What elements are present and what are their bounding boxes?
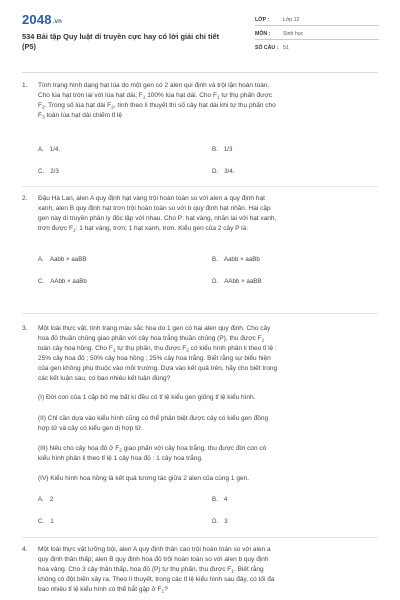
subscript: 2 — [119, 448, 122, 454]
option-label: A. — [38, 256, 44, 263]
subscript: 2 — [41, 105, 45, 111]
stem-line: gen này di truyền phân ly độc lập với nhau. Cho P: hạt vàng, nhăn lai với hạt xanh, — [38, 215, 277, 222]
meta-key: LỚP : — [255, 17, 270, 23]
subscript: 1 — [261, 338, 265, 344]
subscript: 2 — [111, 105, 114, 111]
meta-key: MÔN : — [255, 31, 271, 37]
stem-line: toàn cây hoa hồng. Cho $F_1$ tự thụ phấn, thu được $F_2$ có kiểu hình phân li theo tỉ lệ : — [38, 345, 277, 354]
statement-line: (IV) Kiểu hình hoa hồng là kết quả tương tác giữa 2 alen của cùng 1 gen. — [38, 475, 249, 482]
stem-line: Một loài thực vật lưỡng bội, alen A quy định thân cao trội hoàn toàn so với alen a — [38, 546, 271, 553]
option-text: 3/4. — [224, 168, 235, 175]
subscript: 2 — [186, 348, 189, 354]
option-c[interactable] — [38, 278, 87, 285]
logo-text: 2048 — [22, 12, 52, 27]
question-stem — [38, 545, 378, 595]
subscript: 1 — [231, 569, 234, 575]
option-label: B. — [212, 146, 218, 153]
option-d[interactable] — [212, 518, 228, 525]
question-number: 2. — [22, 195, 28, 202]
subscript: 3 — [41, 115, 45, 121]
meta-value: Lớp 12 — [283, 17, 300, 23]
stem-line: các kết luận sau, có bao nhiêu kết luận đúng? — [38, 375, 171, 382]
option-label: B. — [212, 496, 218, 503]
stem-line: không có đột biến xảy ra. Theo lí thuyết, trong các tỉ lệ kiểu hình sau đây, có tối đa — [38, 576, 275, 583]
question-number: 1. — [22, 82, 28, 89]
question-number: 4. — [22, 546, 28, 553]
stem-line: của gen không phụ thuộc vào môi trường. Dựa vào kết quả trên, hãy cho biết trong — [38, 365, 278, 372]
document-title: 534 Bài tập Quy luật di truyền cực hay có lời giải chi tiết (P5) — [22, 32, 220, 51]
stem-line: quy định thân thấp; alen B quy định hoa đỏ trội hoàn toàn so với alen b quy định — [38, 556, 269, 563]
stem-line: trơn được $F_1$: 1 hạt vàng, trơn; 1 hạt xanh, trơn. Kiểu gen của 2 cây P là: — [38, 225, 249, 234]
option-label: D. — [212, 168, 219, 175]
option-label: A. — [38, 146, 44, 153]
question-number: 3. — [22, 325, 28, 332]
stem-line: xanh, alen B quy định hạt trơn trội hoàn toàn so với b quy định hạt nhăn. Hai cặp — [38, 205, 271, 212]
option-label: C. — [38, 278, 45, 285]
option-text: 2 — [49, 496, 54, 503]
option-label: A. — [38, 496, 44, 503]
option-label: B. — [212, 256, 218, 263]
statement-line: (I) Đời con của 1 cặp bố mẹ bất kì đều có tỉ lệ kiểu gen giống tỉ lệ kiểu hình. — [38, 394, 256, 401]
statement-3 — [38, 444, 376, 464]
option-d[interactable] — [212, 168, 235, 175]
statement-line: (III) Nếu cho cây hoa đỏ ở $F_2$ giao phấn với cây hoa trắng, thu được đời con có — [38, 445, 267, 454]
statement-4 — [38, 474, 376, 484]
question-separator — [22, 537, 378, 538]
option-text: 4 — [223, 496, 228, 503]
stem-line: $F_3$ toàn lúa hạt dài chiếm tỉ lệ — [38, 112, 122, 121]
option-d[interactable] — [212, 278, 262, 285]
subscript: 1 — [142, 95, 146, 101]
option-b[interactable] — [212, 496, 227, 503]
statement-2 — [38, 414, 376, 434]
option-label: C. — [38, 518, 45, 525]
statement-line: (II) Chỉ cần dựa vào kiểu hình cũng có thể phân biệt được cây có kiểu gen đồng — [38, 415, 269, 422]
option-a[interactable] — [38, 256, 87, 263]
statement-line: hợp tử và cây có kiểu gen dị hợp tử. — [38, 425, 144, 432]
option-text: 2/3 — [50, 168, 59, 175]
logo-suffix: .vn — [52, 19, 63, 25]
stem-line: hoa đỏ thuần chủng giao phấn với cây hoa trắng thuần chủng (P), thu được $F_1$ — [38, 335, 265, 344]
site-logo[interactable] — [22, 12, 62, 27]
stem-line: hoa vàng. Cho 3 cây thân thấp, hoa đỏ (P) tự thụ phấn, thu được $F_1$. Biết rằng — [38, 566, 264, 575]
subscript: 1 — [112, 348, 116, 354]
meta-value: Sinh học — [283, 31, 304, 37]
meta-underline — [255, 25, 379, 26]
statement-line: kiểu hình phân li theo tỉ lệ 1 cây hoa đỏ : 1 cây hoa trắng. — [38, 455, 203, 462]
option-text: Aabb × aaBb — [223, 256, 260, 263]
option-b[interactable] — [212, 146, 232, 153]
option-b[interactable] — [212, 256, 260, 263]
option-label: D. — [212, 518, 219, 525]
option-text: 1 — [50, 518, 54, 525]
header-divider — [22, 72, 378, 73]
stem-line: Một loài thực vật, tính trạng màu sắc hoa do 1 gen có hai alen quy định. Cho cây — [38, 325, 271, 332]
stem-line: 25% cây hoa đỏ ; 50% cây hoa hồng ; 25% cây hoa trắng. Biết rằng sự biểu hiện — [38, 355, 271, 362]
option-text: 3 — [224, 518, 228, 525]
stem-line: Cho lúa hạt tròn lai với lúa hạt dài, $F_1$ 100% lúa hạt dài. Cho $F_1$ tự thụ phấn được — [38, 92, 272, 101]
stem-line: Đậu Hà Lan, alen A quy định hạt vàng trội hoàn toàn so với alen a quy định hạt — [38, 195, 265, 202]
option-a[interactable] — [38, 496, 53, 503]
option-c[interactable] — [38, 518, 54, 525]
question-separator — [22, 313, 378, 314]
option-text: Aabb × aaBB — [49, 256, 87, 263]
option-c[interactable] — [38, 168, 59, 175]
question-stem — [38, 194, 378, 234]
meta-key: SỐ CÂU : — [255, 45, 279, 51]
option-label: D. — [212, 278, 219, 285]
question-separator — [22, 186, 378, 187]
document-header — [0, 0, 400, 62]
option-text: AAbb × aaBB — [224, 278, 262, 285]
option-text: AAbb × aaBb — [50, 278, 87, 285]
meta-underline — [255, 39, 379, 40]
option-label: C. — [38, 168, 45, 175]
option-text: 1/3 — [223, 146, 233, 153]
question-stem — [38, 81, 378, 121]
stem-line: bao nhiêu tỉ lệ kiểu hình có thể bắt gặp ở $F_1$? — [38, 586, 168, 595]
stem-line: Tính trạng hình dạng hạt lúa do một gen có 2 alen qui định và trội lặn hoàn toàn. — [38, 82, 270, 89]
subscript: 1 — [161, 589, 165, 595]
statement-1 — [38, 393, 376, 403]
question-stem — [38, 324, 378, 384]
option-text: 1/4. — [49, 146, 61, 153]
stem-line: $F_2$. Trong số lúa hạt dài $F_2$, tính theo lí thuyết thì số cây hạt dài khi tự thụ phấn cho — [38, 102, 276, 111]
subscript: 1 — [72, 228, 76, 234]
meta-value: 51 — [283, 45, 289, 51]
subscript: 1 — [216, 95, 220, 101]
option-a[interactable] — [38, 146, 60, 153]
